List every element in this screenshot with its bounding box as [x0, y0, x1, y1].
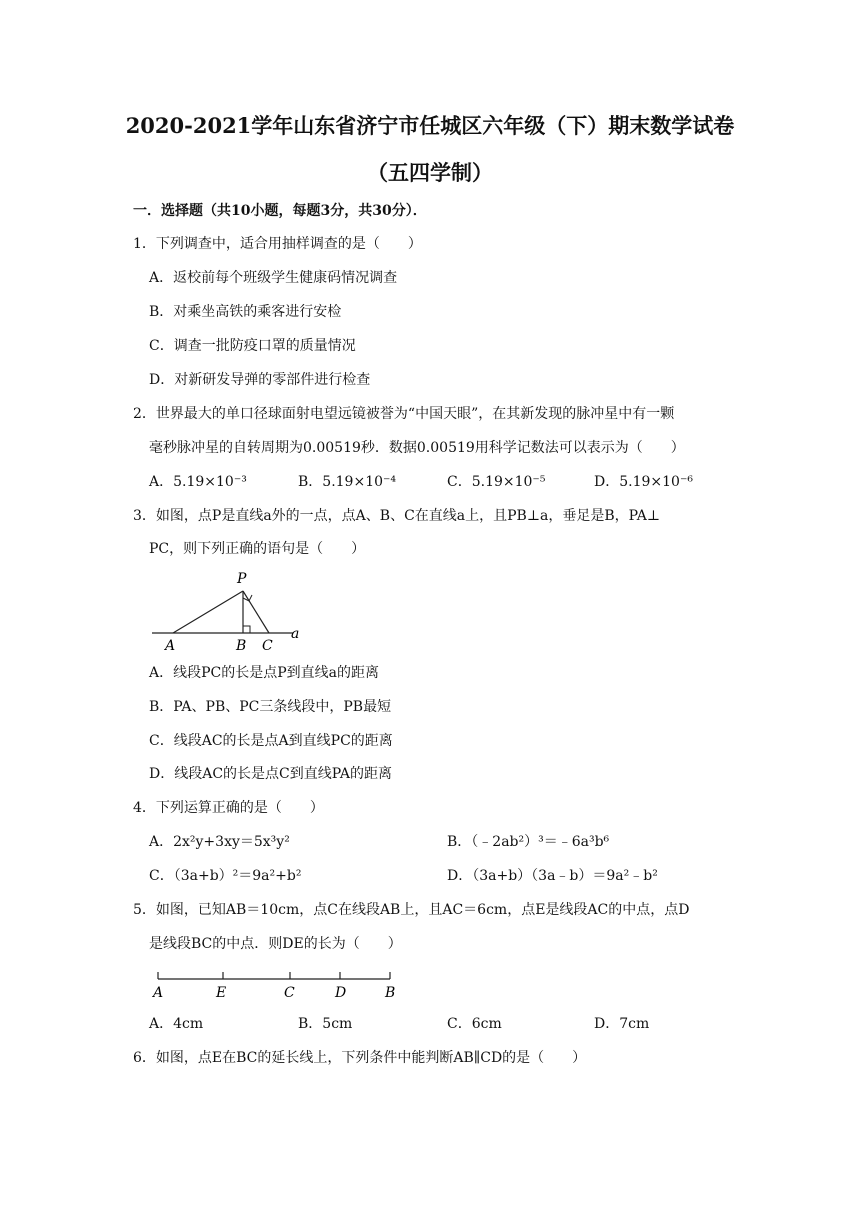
q4-stem: 4．下列运算正确的是（ ） — [133, 800, 324, 816]
page-title: 2020-2021学年山东省济宁市任城区六年级（下）期末数学试卷 — [125, 113, 735, 138]
right-angle-b — [243, 626, 250, 633]
q5-stem-line2: 是线段BC的中点．则DE的长为（ ） — [149, 936, 402, 952]
q2-stem-line1: 2．世界最大的单口径球面射电望远镜被誉为“中国天眼”，在其新发现的脉冲星中有一颗 — [133, 406, 675, 422]
q5-stem-line1: 5．如图，已知AB＝10cm，点C在线段AB上，且AC＝6cm，点E是线段AC的中点，点D — [133, 902, 690, 918]
q1-option-c: C．调查一批防疫口罩的质量情况 — [149, 338, 356, 354]
q3-option-c: C．线段AC的长是点A到直线PC的距离 — [149, 733, 393, 749]
q4-option-d: D．（3a+b）（3a﹣b）＝9a²﹣b² — [447, 868, 658, 884]
q2-option-d: D．5.19×10⁻⁶ — [594, 474, 693, 490]
q4-option-b: B．（﹣2ab²）³＝﹣6a³b⁶ — [447, 834, 610, 850]
q1-option-d: D．对新研发导弹的零部件进行检查 — [149, 372, 371, 388]
q4-option-a: A．2x²y+3xy＝5x³y² — [149, 834, 290, 850]
label-b: B — [236, 638, 247, 654]
q2-option-a: A．5.19×10⁻³ — [149, 474, 247, 490]
segment-pc — [243, 591, 269, 633]
q5-option-b: B．5cm — [298, 1016, 353, 1032]
q1-stem: 1．下列调查中，适合用抽样调查的是（ ） — [133, 236, 422, 252]
q3-option-a: A．线段PC的长是点P到直线a的距离 — [149, 665, 380, 681]
q4-option-c: C．（3a+b）²＝9a²+b² — [149, 868, 302, 884]
q2-option-c: C．5.19×10⁻⁵ — [447, 474, 546, 490]
q2-stem-line2: 毫秒脉冲星的自转周期为0.00519秒．数据0.00519用科学记数法可以表示为（ ） — [149, 440, 685, 456]
q3-figure — [148, 568, 318, 654]
label-p: P — [237, 571, 247, 587]
q3-option-d: D．线段AC的长是点C到直线PA的距离 — [149, 766, 393, 782]
q1-option-a: A．返校前每个班级学生健康码情况调查 — [149, 270, 398, 286]
q5-option-d: D．7cm — [594, 1016, 650, 1032]
q5-option-a: A．4cm — [149, 1016, 204, 1032]
label-d: D — [335, 985, 347, 1001]
page-subtitle: （五四学制） — [367, 160, 493, 185]
q5-option-c: C．6cm — [447, 1016, 502, 1032]
label-a: A — [153, 985, 164, 1001]
q3-stem-line1: 3．如图，点P是直线a外的一点，点A、B、C在直线a上，且PB⊥a，垂足是B，PA⊥ — [133, 508, 661, 524]
label-line-a: a — [291, 626, 300, 642]
q6-stem: 6．如图，点E在BC的延长线上，下列条件中能判断AB∥CD的是（ ） — [133, 1050, 587, 1066]
label-b: B — [385, 985, 396, 1001]
q3-option-b: B．PA、PB、PC三条线段中，PB最短 — [149, 699, 392, 715]
segment-pa — [173, 591, 243, 633]
label-c: C — [262, 638, 273, 654]
q2-option-b: B．5.19×10⁻⁴ — [298, 474, 397, 490]
q5-figure — [150, 966, 410, 1002]
q1-option-b: B．对乘坐高铁的乘客进行安检 — [149, 304, 342, 320]
label-e: E — [216, 985, 227, 1001]
section-heading: 一．选择题（共10小题，每题3分，共30分）． — [133, 203, 427, 219]
q3-stem-line2: PC，则下列正确的语句是（ ） — [149, 541, 366, 557]
label-c: C — [284, 985, 295, 1001]
label-a: A — [165, 638, 176, 654]
